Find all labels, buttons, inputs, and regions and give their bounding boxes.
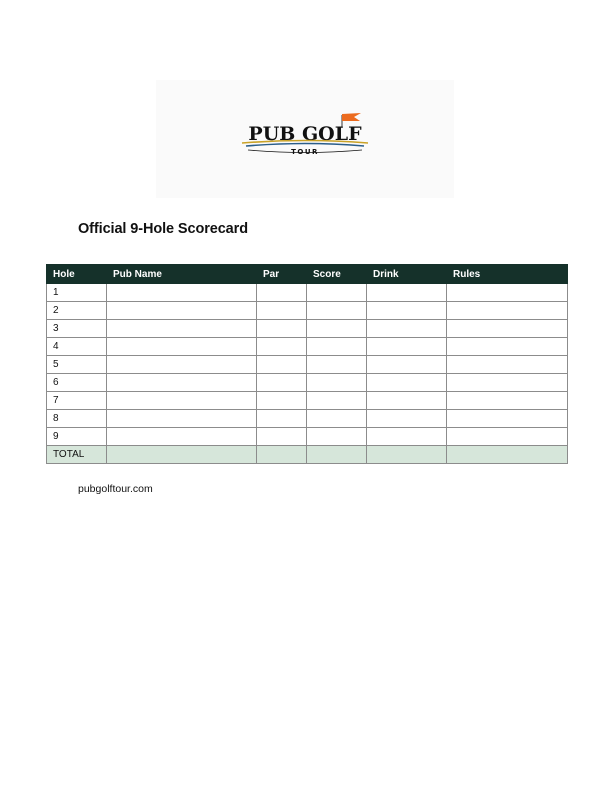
table-row: [47, 356, 568, 374]
pub-name-cell[interactable]: [107, 302, 257, 320]
drink-cell[interactable]: [367, 320, 447, 338]
total-label: TOTAL: [47, 446, 107, 464]
pub-golf-tour-logo: [156, 80, 454, 198]
total-row: [47, 446, 568, 464]
rules-cell[interactable]: [447, 338, 568, 356]
drink-cell[interactable]: [367, 338, 447, 356]
drink-cell[interactable]: [367, 302, 447, 320]
rules-cell[interactable]: [447, 356, 568, 374]
drink-cell[interactable]: [367, 374, 447, 392]
table-row: [47, 428, 568, 446]
rules-cell[interactable]: [447, 428, 568, 446]
table-header-row: [47, 265, 568, 284]
column-header-score: Score: [307, 265, 367, 284]
total-score-cell[interactable]: [307, 446, 367, 464]
hole-number-cell: 5: [47, 356, 107, 374]
total-pub-name-cell: [107, 446, 257, 464]
logo-area: [156, 80, 454, 198]
par-cell[interactable]: [257, 410, 307, 428]
hole-number-cell: 7: [47, 392, 107, 410]
flag-icon: [342, 113, 361, 121]
rules-cell[interactable]: [447, 374, 568, 392]
par-cell[interactable]: [257, 302, 307, 320]
table-row: [47, 410, 568, 428]
drink-cell[interactable]: [367, 410, 447, 428]
score-cell[interactable]: [307, 356, 367, 374]
footer-url: pubgolftour.com: [78, 483, 153, 495]
score-cell[interactable]: [307, 374, 367, 392]
par-cell[interactable]: [257, 374, 307, 392]
score-cell[interactable]: [307, 302, 367, 320]
drink-cell[interactable]: [367, 356, 447, 374]
pub-name-cell[interactable]: [107, 410, 257, 428]
table-row: [47, 302, 568, 320]
scorecard-table: [46, 264, 568, 464]
pub-name-cell[interactable]: [107, 320, 257, 338]
par-cell[interactable]: [257, 392, 307, 410]
par-cell[interactable]: [257, 356, 307, 374]
page-title: Official 9-Hole Scorecard: [78, 221, 248, 237]
par-cell[interactable]: [257, 428, 307, 446]
par-cell[interactable]: [257, 338, 307, 356]
rules-cell[interactable]: [447, 284, 568, 302]
pub-name-cell[interactable]: [107, 374, 257, 392]
rules-cell[interactable]: [447, 410, 568, 428]
column-header-hole: Hole: [47, 265, 107, 284]
pub-name-cell[interactable]: [107, 338, 257, 356]
column-header-pub-name: Pub Name: [107, 265, 257, 284]
pub-name-cell[interactable]: [107, 392, 257, 410]
column-header-rules: Rules: [447, 265, 568, 284]
total-rules-cell[interactable]: [447, 446, 568, 464]
par-cell[interactable]: [257, 284, 307, 302]
total-par-cell[interactable]: [257, 446, 307, 464]
score-cell[interactable]: [307, 320, 367, 338]
hole-number-cell: 3: [47, 320, 107, 338]
score-cell[interactable]: [307, 410, 367, 428]
column-header-par: Par: [257, 265, 307, 284]
hole-number-cell: 4: [47, 338, 107, 356]
table-row: [47, 374, 568, 392]
drink-cell[interactable]: [367, 284, 447, 302]
logo-brand-line1: PUB GOLF: [248, 123, 362, 145]
column-header-drink: Drink: [367, 265, 447, 284]
pub-name-cell[interactable]: [107, 284, 257, 302]
score-cell[interactable]: [307, 284, 367, 302]
pub-name-cell[interactable]: [107, 428, 257, 446]
total-drink-cell[interactable]: [367, 446, 447, 464]
rules-cell[interactable]: [447, 320, 568, 338]
hole-number-cell: 9: [47, 428, 107, 446]
drink-cell[interactable]: [367, 428, 447, 446]
rules-cell[interactable]: [447, 302, 568, 320]
par-cell[interactable]: [257, 320, 307, 338]
table-row: [47, 320, 568, 338]
score-cell[interactable]: [307, 338, 367, 356]
score-cell[interactable]: [307, 428, 367, 446]
hole-number-cell: 6: [47, 374, 107, 392]
drink-cell[interactable]: [367, 392, 447, 410]
pub-name-cell[interactable]: [107, 356, 257, 374]
logo-brand-line2: TOUR: [291, 148, 319, 156]
table-row: [47, 338, 568, 356]
table-row: [47, 392, 568, 410]
table-row: [47, 284, 568, 302]
hole-number-cell: 8: [47, 410, 107, 428]
hole-number-cell: 2: [47, 302, 107, 320]
rules-cell[interactable]: [447, 392, 568, 410]
hole-number-cell: 1: [47, 284, 107, 302]
score-cell[interactable]: [307, 392, 367, 410]
